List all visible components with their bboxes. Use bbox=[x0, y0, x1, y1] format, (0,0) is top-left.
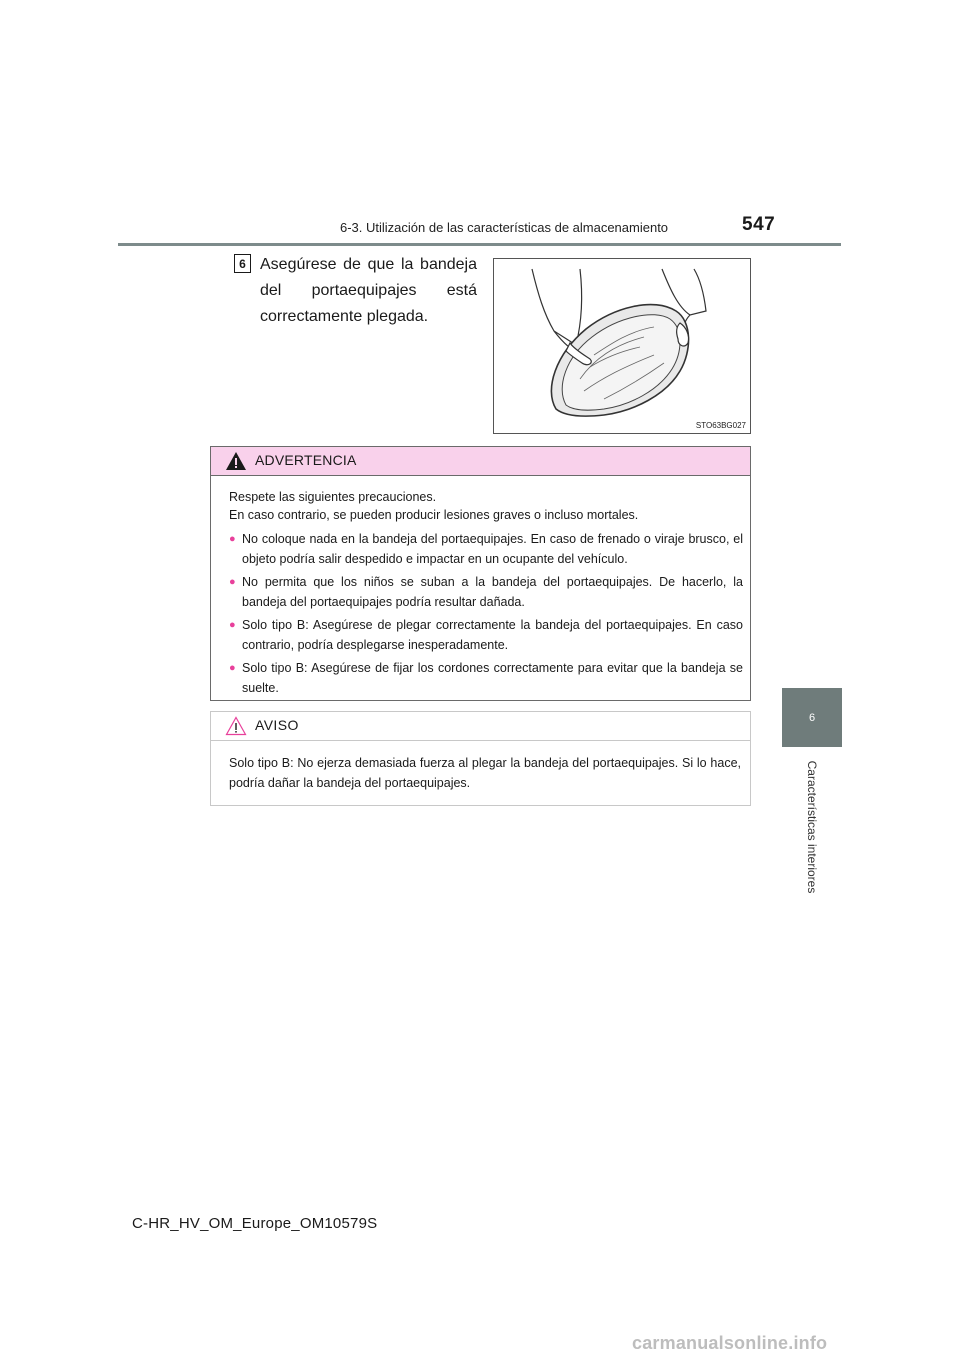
list-item: ● No coloque nada en la bandeja del portaequipajes. En caso de frenado o viraje brusco, el objeto podría salir despedido e impactar en un ocupante del vehículo. bbox=[229, 529, 743, 569]
notice-box bbox=[210, 711, 751, 806]
chapter-number: 6 bbox=[808, 711, 816, 724]
warning-title: ADVERTENCIA bbox=[255, 452, 357, 468]
step-number-badge bbox=[234, 254, 251, 273]
notice-title: AVISO bbox=[255, 717, 299, 733]
notice-header bbox=[211, 712, 750, 741]
chapter-tab bbox=[782, 688, 842, 747]
bullet-icon: ● bbox=[229, 662, 236, 674]
caution-triangle-icon bbox=[225, 716, 247, 736]
header-rule bbox=[118, 243, 841, 246]
folded-tonneau-illustration bbox=[494, 259, 750, 433]
page-number: 547 bbox=[742, 214, 776, 235]
section-title: 6-3. Utilización de las características de almacenamiento bbox=[340, 220, 669, 235]
list-item: ● Solo tipo B: Asegúrese de fijar los cordones correctamente para evitar que la bandeja se suelte. bbox=[229, 658, 743, 698]
chapter-label-container bbox=[760, 757, 864, 897]
warning-intro-line2: En caso contrario, se pueden producir lesiones graves o incluso mortales. bbox=[229, 508, 639, 522]
warning-intro-line1: Respete las siguientes precauciones. bbox=[229, 490, 437, 504]
list-item: ● No permita que los niños se suban a la bandeja del portaequipajes. De hacerlo, la bandeja del portaequipajes podría resultar dañada. bbox=[229, 572, 743, 612]
list-item: ● Solo tipo B: Asegúrese de plegar correctamente la bandeja del portaequipajes. En caso contrario, podría desplegarse inesperadamente. bbox=[229, 615, 743, 655]
document-id: C-HR_HV_OM_Europe_OM10579S bbox=[132, 1215, 378, 1232]
chapter-label: Características interiores bbox=[805, 760, 819, 894]
step-number: 6 bbox=[239, 256, 246, 271]
warning-triangle-icon bbox=[225, 451, 247, 471]
warning-box bbox=[210, 446, 751, 701]
notice-text: Solo tipo B: No ejerza demasiada fuerza al plegar la bandeja del portaequipajes. Si lo hace, podría dañar la bandeja del portaequipajes. bbox=[229, 756, 741, 790]
watermark-text: carmanualsonline.info bbox=[632, 1333, 828, 1353]
bullet-icon: ● bbox=[229, 533, 236, 545]
illustration-folding-tonneau bbox=[493, 258, 751, 434]
bullet-icon: ● bbox=[229, 619, 236, 631]
warning-header bbox=[211, 447, 750, 476]
bullet-icon: ● bbox=[229, 576, 236, 588]
step-text: Asegúrese de que la bandeja del portaequipajes está correctamente plegada. bbox=[260, 256, 477, 325]
warning-list bbox=[229, 529, 743, 701]
warning-intro bbox=[229, 488, 739, 524]
illustration-code: STO63BG027 bbox=[695, 421, 746, 430]
